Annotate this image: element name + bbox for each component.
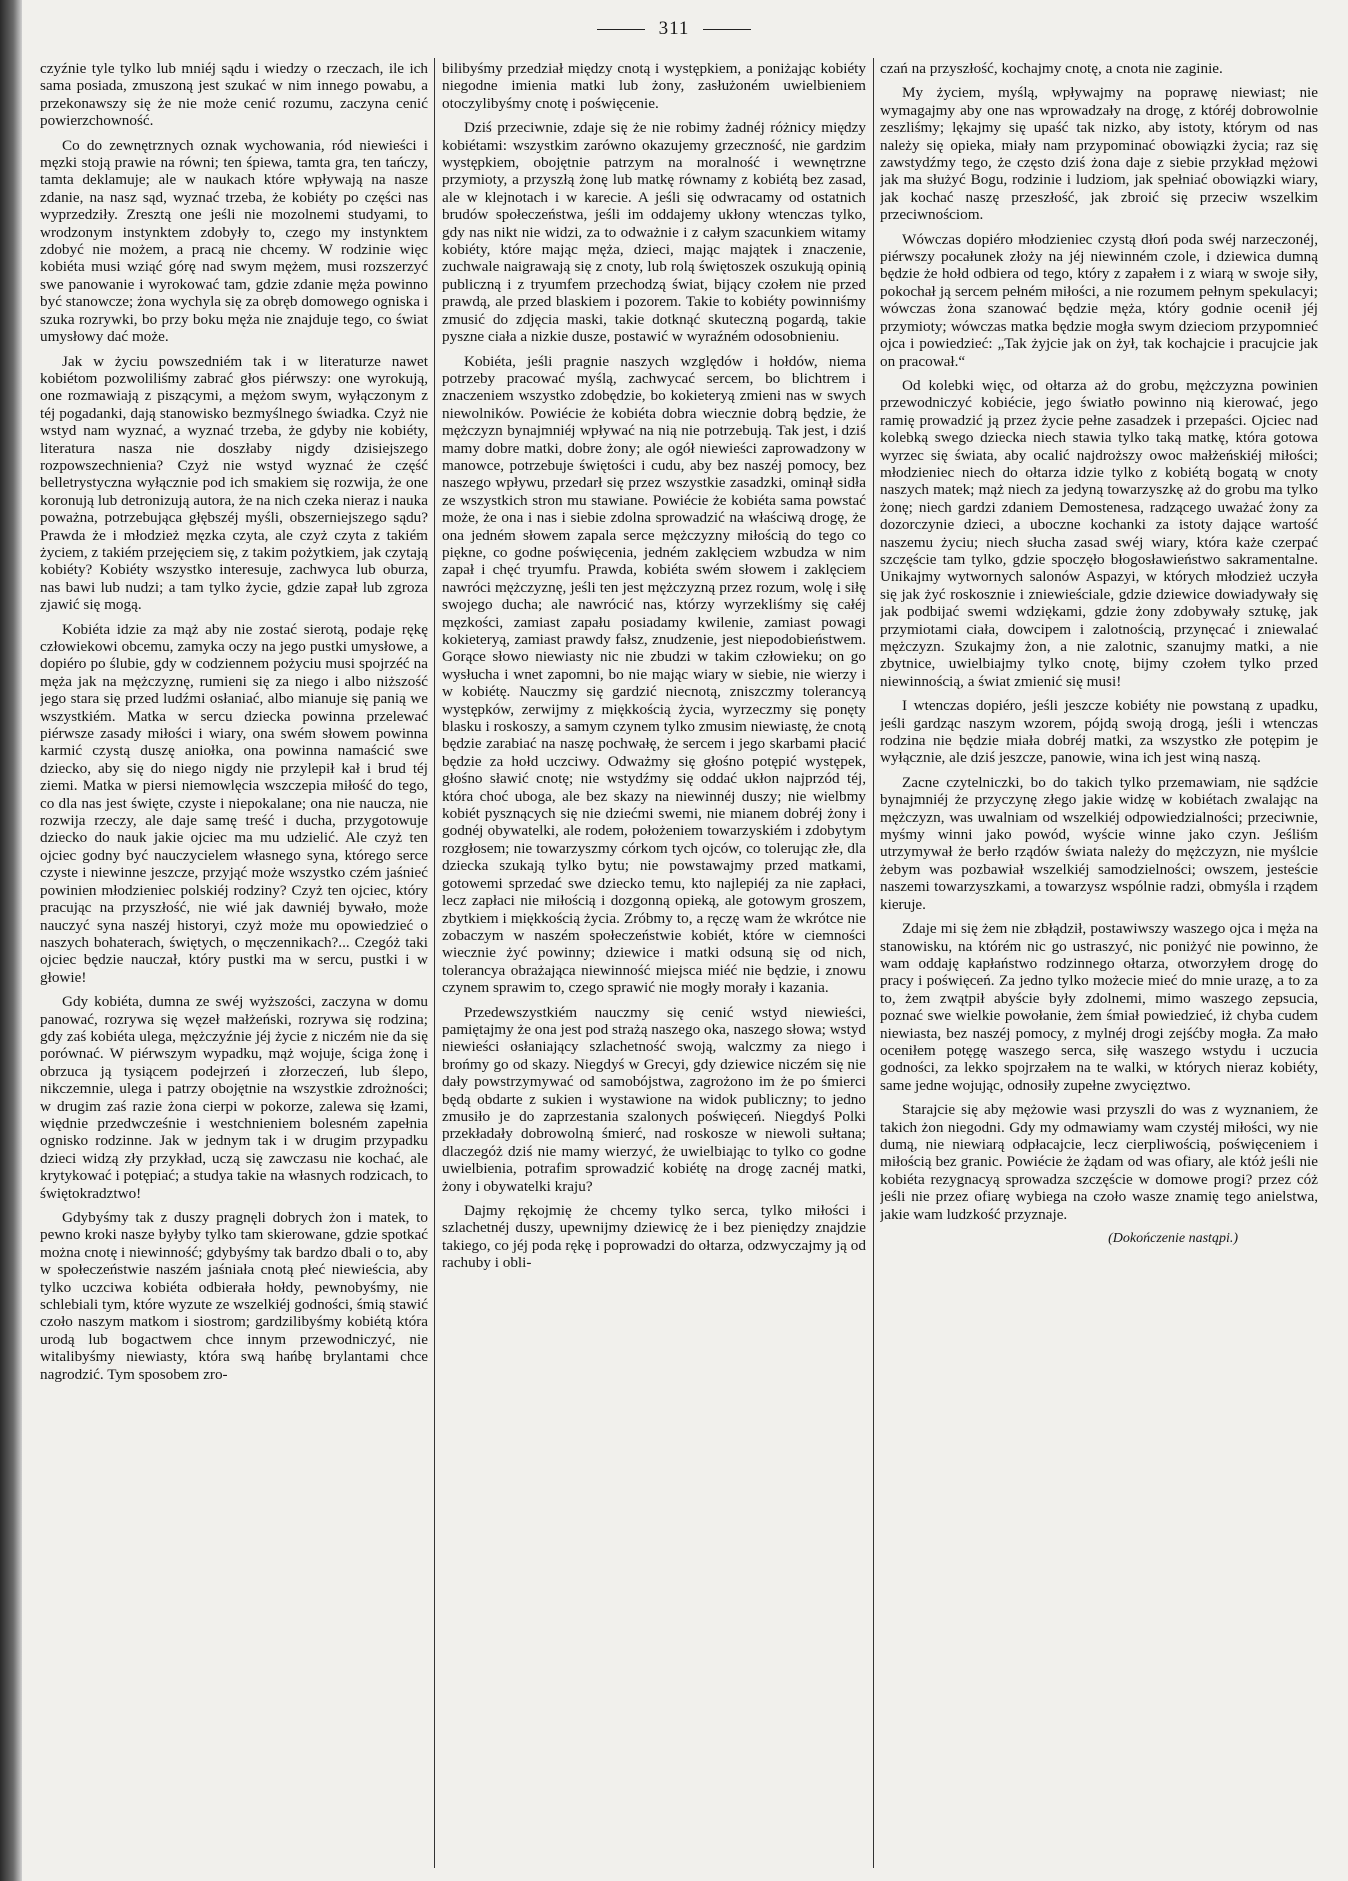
paragraph: Zacne czytelniczki, bo do takich tylko przemawiam, nie sądźcie bynajmniéj że przyczynę złego jakie widzę w kobiétach zwalając na mężczyzn, was uwalniam od wszelkiéj odpowiedzialności; przeciwnie, myśmy winni jako powód, wyście winne jako czyn. Jeśliśm utrzymywał że berło rządów świata należy do mężczyzn, nie myślcie żebym was pozbawiał wszelkiéj samodzielności; owszem, jesteście naszemi towarzyszkami, a towarzysz wspólnie radzi, obmyśla i rządem kieruje. xyxy=(880,773,1318,913)
paragraph: Co do zewnętrznych oznak wychowania, ród niewieści i męzki stoją prawie na równi; ten śpiewa, tamta gra, ten tańczy, tamta deklamuje; ale w naukach które wpływają na nasze zdanie, na nasz sąd, wyznać trzeba, że kobiéty po części nas wyprzedziły. Zresztą one jeśli nie mozolnemi studyami, to wrodzonym instynktem zdobyły to, czego my instynktem zdobyć nie możem, a pracą nie chcemy. W rodzinie więc kobiéta musi wziąć górę nad swym mężem, musi rozszerzyć swe panowanie i wyrokować tam, gdzie zdanie męża powinno być stanowcze; żona wychyla się za obręb domowego ogniska i szuka rozrywki, bo przy boku męża nie znajduje tego, co świat umysłowy dać może. xyxy=(40,136,428,346)
paragraph: Kobiéta, jeśli pragnie naszych względów i hołdów, niema potrzeby pracować myślą, zachwycać sercem, bo blichtrem i znaczeniem wszystko zdobędzie, bo kokieteryą zmieni nas w swych niewolników. Powiécie że kobiéta dobra wiecznie dobrą będzie, że mężczyzn bynajmniéj wpływać na nią nie potrzebują. Tak jest, i dziś mamy dobre matki, dobre żony; ale ogół niewieści zaprowadzony w manowce, potrzebuje świętości i cudu, aby bez naszéj pomocy, bez naszego wpływu, przedarł się przez wszystkie zasadzki, ominął sidła ze wszystkich stron mu stawiane. Powiécie że kobiéta sama powstać może, że ona i nas i siebie zdolna sprowadzić na właściwą drogę, że ona jedném słowem zapala serce mężczyzny miłością do tego co piękne, co godne poświęcenia, jedném zaklęciem wzbudza w nim zapał i chęć tryumfu. Prawda, kobiéta swém słowem i zaklęciem nawróci mężczyznę, jeśli ten jest mężczyzną przez rozum, wolę i siłę swojego ducha; ale nawrócić nas, którzy wyrzekliśmy się całéj męzkości, zamiast zapału posiadamy kwilenie, zamiast powagi kokieteryą, zamiast prawdy fałsz, znudzenie, jest niepodobieństwem. Gorące słowo niewiasty nic nie zbudzi w takim człowieku; on go wysłucha i wnet zapomni, bo nie mając wiary w siebie, nie wierzy i w kobiétę. Nauczmy się gardzić niecnotą, zniszczmy tolerancyą występków, zerwijmy z miękkością życia, wyrzeczmy się ponęty blasku i roskoszy, a samym czynem tylko zmusim niewiastę, że cnotą będzie zarabiać na naszę pochwałę, że sercem i jego skarbami płacić będzie za hołd uczciwy. Odważmy się głośno potępić występek, głośno sławić cnotę; nie wstydźmy się oddać ukłon najprzód téj, która choć uboga, ale bez skazy na niewinnéj duszy; nie wielbmy kobiét pysznących się nie dziećmi swemi, nie mianem dobréj żony i godnéj obywatelki, ale rodem, położeniem towarzyskiém i zdobytym rozgłosem; nie towarzyszmy córkom tych ojców, co tolerując złe, dla dziecka szukają tylko bytu; nie powstawajmy przed matkami, gotowemi sprzedać swe dziecko temu, kto najlepiéj za nie zapłaci, lecz zapłaci nie miłością i dozgonną opieką, ale gotowym groszem, zbytkiem i miękkością życia. Zróbmy to, a ręczę wam że wkrótce nie zobaczym w naszém społeczeństwie kobiét, które w ciemności wiecznie żyć powinny; dziewice i matki odsuną się od nich, tolerancya obrażająca niewinność miejsca miéć nie będzie, i znowu czynem sprawim to, czego sprawić nie mogły morały i kazania. xyxy=(442,352,866,997)
paragraph: czań na przyszłość, kochajmy cnotę, a cnota nie zaginie. xyxy=(880,60,1223,77)
paragraph: Wówczas dopiéro młodzieniec czystą dłoń poda swéj narzeczonéj, piérwszy pocałunek złoży na jéj niewinném czole, i dziewica dumną będzie że hołd odbiera od tego, który z zapałem i z wiarą w swoje siły, pokochał ją sercem pełném miłości, a nie rozumem pełnym spekulacyi; wówczas żona szanować będzie męża, który godnie ocenił jéj przymioty; wówczas matka będzie mogła swym dzieciom przypomnieć ojca i powiedzieć: „Tak żyjcie jak on żył, tak kochajcie i pracujcie jak on pracował.“ xyxy=(880,230,1318,370)
paragraph: Starajcie się aby mężowie wasi przyszli do was z wyznaniem, że takich żon niegodni. Gdy my odmawiamy wam czystéj miłości, wy nie dumą, nie niewiarą odpłacajcie, lecz cierpliwością, poświęceniem i miłością bez granic. Powiécie że żądam od was ofiary, ale któż jeśli nie kobiéta rezygnacyą sprowadza szczęście w domowe progi? przez cóż jeśli nie przez ofiarę wybiega na czoło wasze znamię tego anielstwa, jakie wam ludzkość przyznaje. xyxy=(880,1101,1318,1223)
column-divider xyxy=(873,58,874,1868)
paragraph: My życiem, myślą, wpływajmy na poprawę niewiast; nie wymagajmy aby one nas wprowadzały na drogę, z któréj dobrowolnie zeszliśmy; lękajmy się upaść tak nizko, aby istoty, którym od nas należy się opieka, miały nam przypominać obowiązki życia; raz się zawstydźmy tego, że często dziś żona daje z siebie przykład mężowi jak ma służyć Bogu, rodzinie i ludziom, jak spełniać obowiązki wiary, jak kochać naszę przeszłość, jak zbroić się przeciw wszelkim przeciwnościom. xyxy=(880,84,1318,224)
paragraph: bilibyśmy przedział między cnotą i występkiem, a poniżając kobiéty niegodne imienia matki lub żony, zasłużoném uwielbieniem otoczylibyśmy cnotę i poświęcenie. xyxy=(442,60,866,112)
adjacent-page-edge xyxy=(0,0,22,1881)
text-column-2 xyxy=(442,60,866,1870)
text-column-3 xyxy=(880,60,1318,1870)
paragraph: Dziś przeciwnie, zdaje się że nie robimy żadnéj różnicy między kobiétami: wszystkim zarówno okazujemy grzeczność, nie gardzim występkiem, obojętnie patrzym na moralność i wewnętrzne przymioty, a przyszłą żonę lub matkę równamy z kobiétą bez zasad, ale w klejnotach i w karecie. A jeśli się odwracamy od ostatnich brudów społeczeństwa, jeśli im oddajemy ukłony wtenczas tylko, gdy nas nikt nie widzi, za to odważnie i z całym szacunkiem witamy kobiéty, które mając męża, dzieci, mając majątek i znaczenie, zuchwale naigrawają się z cnoty, lub rolą świętoszek oszukują opinią publiczną i z tryumfem przechodzą świat, bijący czołem nie przed prawdą, ale przed blaskiem i pozorem. Takie to kobiéty powinniśmy zmusić do zdjęcia maski, takie dotknąć skuteczną pogardą, takie pyszne ciała a nizkie dusze, postawić w wyraźném odosobnieniu. xyxy=(442,119,866,346)
paragraph: Kobiéta idzie za mąż aby nie zostać sierotą, podaje rękę człowiekowi obcemu, zamyka oczy na jego pustki umysłowe, a dopiéro po ślubie, gdy w codziennem pożyciu musi spojrzéć na męża jak na mężczyznę, rumieni się za niego i albo niższość jego stara się przed ludźmi osłaniać, albo mianuje się panią we wszystkiém. Matka w sercu dziecka powinna przelewać piérwsze zasady miłości i wiary, ona swém słowem powinna karmić czystą duszę aniołka, ona powinna namaścić swe dziecko, aby się do niego nigdy nie przylepił kał i brud téj ziemi. Matka w piersi niemowlęcia wszczepia miłość do tego, co dla nas jest święte, czyste i niepokalane; ona nie naucza, nie rozwija rzeczy, ale daje samę treść i ducha, przygotowuje dziecko do nauk jakie ojciec ma mu udzielić. Ale czyż ten ojciec godny być nauczycielem własnego syna, którego serce czyste i niewinne jeszcze, przyjąć może wszystko czém jaśnieć powinien młodzieniec polskiéj rodziny? Czyż ten ojciec, który pracując na przyszłość, nie wié jak dawniéj bywało, może nauczyć syna naszéj historyi, czyż może mu opowiedzieć o naszych bohaterach, świętych, o męczennikach?... Czegóż taki ojciec będzie nauczał, który pustki ma w sercu, pustki i w głowie! xyxy=(40,620,428,986)
paragraph: Gdy kobiéta, dumna ze swéj wyższości, zaczyna w domu panować, rozrywa się węzeł małżeński, rozrywa się rodzina; gdy zaś kobiéta ulega, mężczyźnie jéj życie z niczém nie da się porównać. W piérwszym wypadku, mąż wojuje, ściga żonę i obrzuca ją tysiącem podejrzeń i złorzeczeń, lub ślepo, nikczemnie, ulega i patrzy obojętnie na wszystkie zdrożności; w drugim zaś razie żona cierpi w pokorze, zalewa się łzami, więdnie przedwcześnie i westchnieniem bolesném zapełnia ognisko rodzinne. Jak w jednym tak i w drugim przypadku dzieci widzą zły przykład, uczą się zawczasu nie kochać, ale krytykować i potępiać; a studya takie na własnych rodzicach, to świętokradztwo! xyxy=(40,993,428,1202)
paragraph: I wtenczas dopiéro, jeśli jeszcze kobiéty nie powstaną z upadku, jeśli gardząc naszym wzorem, pójdą swoją drogą, jeśli i wtenczas rodzina nie będzie miała dobréj matki, za wszystko złe potępim je wyłącznie, ale dziś jeszcze, panowie, wina ich jest winą naszą. xyxy=(880,697,1318,767)
paragraph: Gdybyśmy tak z duszy pragnęli dobrych żon i matek, to pewno kroki nasze byłyby tylko tam skierowane, gdzie spotkać można cnotę i niewinność; gdybyśmy tak bardzo dbali o to, aby w społeczeństwie naszém jaśniała cnotą płeć niewieścia, aby tylko uczciwa kobiéta odbierała hołdy, pewnobyśmy, nie schlebiali tym, które wyzute ze wszelkiéj godności, śmią stawić czoło naszym matkom i siostrom; gardzilibyśmy kobiétą która urodą lub bogactwem chce innym przewodniczyć, nie witalibyśmy niewiasty, która swą hańbę brylantami chce nagrodzić. Tym sposobem zro- xyxy=(40,1209,428,1383)
page-header xyxy=(0,18,1348,40)
header-rule-left xyxy=(597,29,645,30)
column-divider xyxy=(434,58,435,1868)
text-column-1 xyxy=(40,60,428,1870)
paragraph: Od kolebki więc, od ołtarza aż do grobu, mężczyzna powinien przewodniczyć kobiécie, jego światło powinno nią kierować, jego ramię prowadzić ją przez życie pełne zasadzek i przepaści. Ojciec nad kolebką swego dziecka niech stawia tylko taką matkę, która gotowa wyrzec się świata, aby ocalić najdroższy owoc małżeńskiéj miłości; młodzieniec niech do ołtarza idzie tylko z kobiétą bogatą w cnoty naszych matek; mąż niech za jedyną towarzyszkę aż do grobu ma tylko żonę; niech gardzi zdaniem Demostenesa, radzącego uważać żony za dozorczynie dzieci, a uboczne kochanki za istoty dające wartość naszemu życiu; niech słucha zasad swéj wiary, która każe czerpać szczęście tam tylko, gdzie spoczęło błogosławieństwo sakramentalne. Unikajmy wytwornych salonów Aspazyi, w których młodzież uczyła się jak żyć roskosznie i zniewieściale, gdzie dziewice dowiadywały się jak podbijać swemi wdziękami, gdzie żony zdobywały sztukę, jak przymiotami ciała, dowcipem i zalotnością, przynęcać i zniewalać mężczyzn. Szukajmy żon, a nie zalotnic, szanujmy matki, a nie zbytnice, uwielbiajmy tylko cnotę, bijmy czołem tylko przed niewinnością, a świat zmienić się musi! xyxy=(880,376,1318,690)
page-number: 311 xyxy=(658,18,690,39)
paragraph: Zdaje mi się żem nie zbłądził, postawiwszy waszego ojca i męża na stanowisku, na którém nic go ustraszyć, nic poniżyć nie powinno, że wam oddaję kapłaństwo rodzinnego ołtarza, otworzyłem drogę do pracy i poświęceń. Za jedno tylko możecie mieć do mnie urazę, a to za to, żem zwątpił abyście były zdolnemi, mimo waszego zepsucia, poznać swe wielkie powołanie, żem śmiał powiedzieć, iż chyba cudem niewiasta, bez naszéj pomocy, z mylnéj drogi zejśćby mogła. Za mało oceniłem potęgę waszego serca, siłę waszego wstydu i uczucia godności, za lekko spojrzałem na te walki, w których nieraz kobiéty, same jedne wojując, odnosiły zupełne zwycięztwo. xyxy=(880,920,1318,1094)
header-rule-right xyxy=(703,29,751,30)
paragraph: Przedewszystkiém nauczmy się cenić wstyd niewieści, pamiętajmy że ona jest pod strażą naszego oka, naszego słowa; wstyd niewieści osłaniający szlachetność swoją, walczmy za niego i brońmy go od skazy. Niegdyś w Grecyi, gdy dziewice niczém się nie dały powstrzymywać od samobójstwa, zagrożono im że po śmierci będą obdarte z sukien i wystawione na widok publiczny; to jedno zmusiło je do zaprzestania szalonych poświęceń. Niegdyś Polki przekładały dobrowolną śmierć, nad roskosze w niewoli sułtana; dlaczegóż dziś nie mamy wierzyć, że uwielbiając to tylko co godne uwielbienia, potrafim sprowadzić kobiétę na drogę zacnéj matki, żony i obywatelki kraju? xyxy=(442,1003,866,1195)
paragraph: czyźnie tyle tylko lub mniéj sądu i wiedzy o rzeczach, ile ich sama posiada, zmuszoną jest szukać w nim innego powabu, a przekonawszy się że nie może cenić rozumu, zaczyna cenić powierzchowność. xyxy=(40,60,428,130)
continuation-note: (Dokończenie nastąpi.) xyxy=(1108,1231,1238,1246)
paragraph: Jak w życiu powszedniém tak i w literaturze nawet kobiétom pozwoliliśmy zabrać głos piérwszy: one wyrokują, one rozmawiają z piszącymi, a mężom swym, wyłączonym z téj pogadanki, dają stanowisko bezmyślnego świadka. Czyż nie wstyd nam wyznać, a wyznać trzeba, że gdyby nie kobiéty, literatura nasza nie doszłaby nigdy dzisiejszego rozpowszechnienia? Czyż nie wstyd wyznać że część belletrystyczna wyłącznie pod ich smakiem się rozwija, że one koronują lub detronizują autora, że na nich czeka nieraz i nauka poważna, potrzebująca głębszéj myśli, obszerniejszego sądu? Prawda że i młodzież męzka czyta, ale czyż czyta z takiém życiem, z takiém przejęciem się, z takim pożytkiem, jak czytają kobiéty? Kobiéty wszystko interesuje, zachwyca lub oburza, nas bawi lub nudzi; a tam tylko życie, gdzie zapał lub zgroza zjawić się mogą. xyxy=(40,352,428,614)
paragraph: Dajmy rękojmię że chcemy tylko serca, tylko miłości i szlachetnéj duszy, upewnijmy dziewicę że i bez pieniędzy znajdzie takiego, co jéj poda rękę i poprowadzi do ołtarza, odzwyczajmy ją od rachuby i obli- xyxy=(442,1202,866,1272)
